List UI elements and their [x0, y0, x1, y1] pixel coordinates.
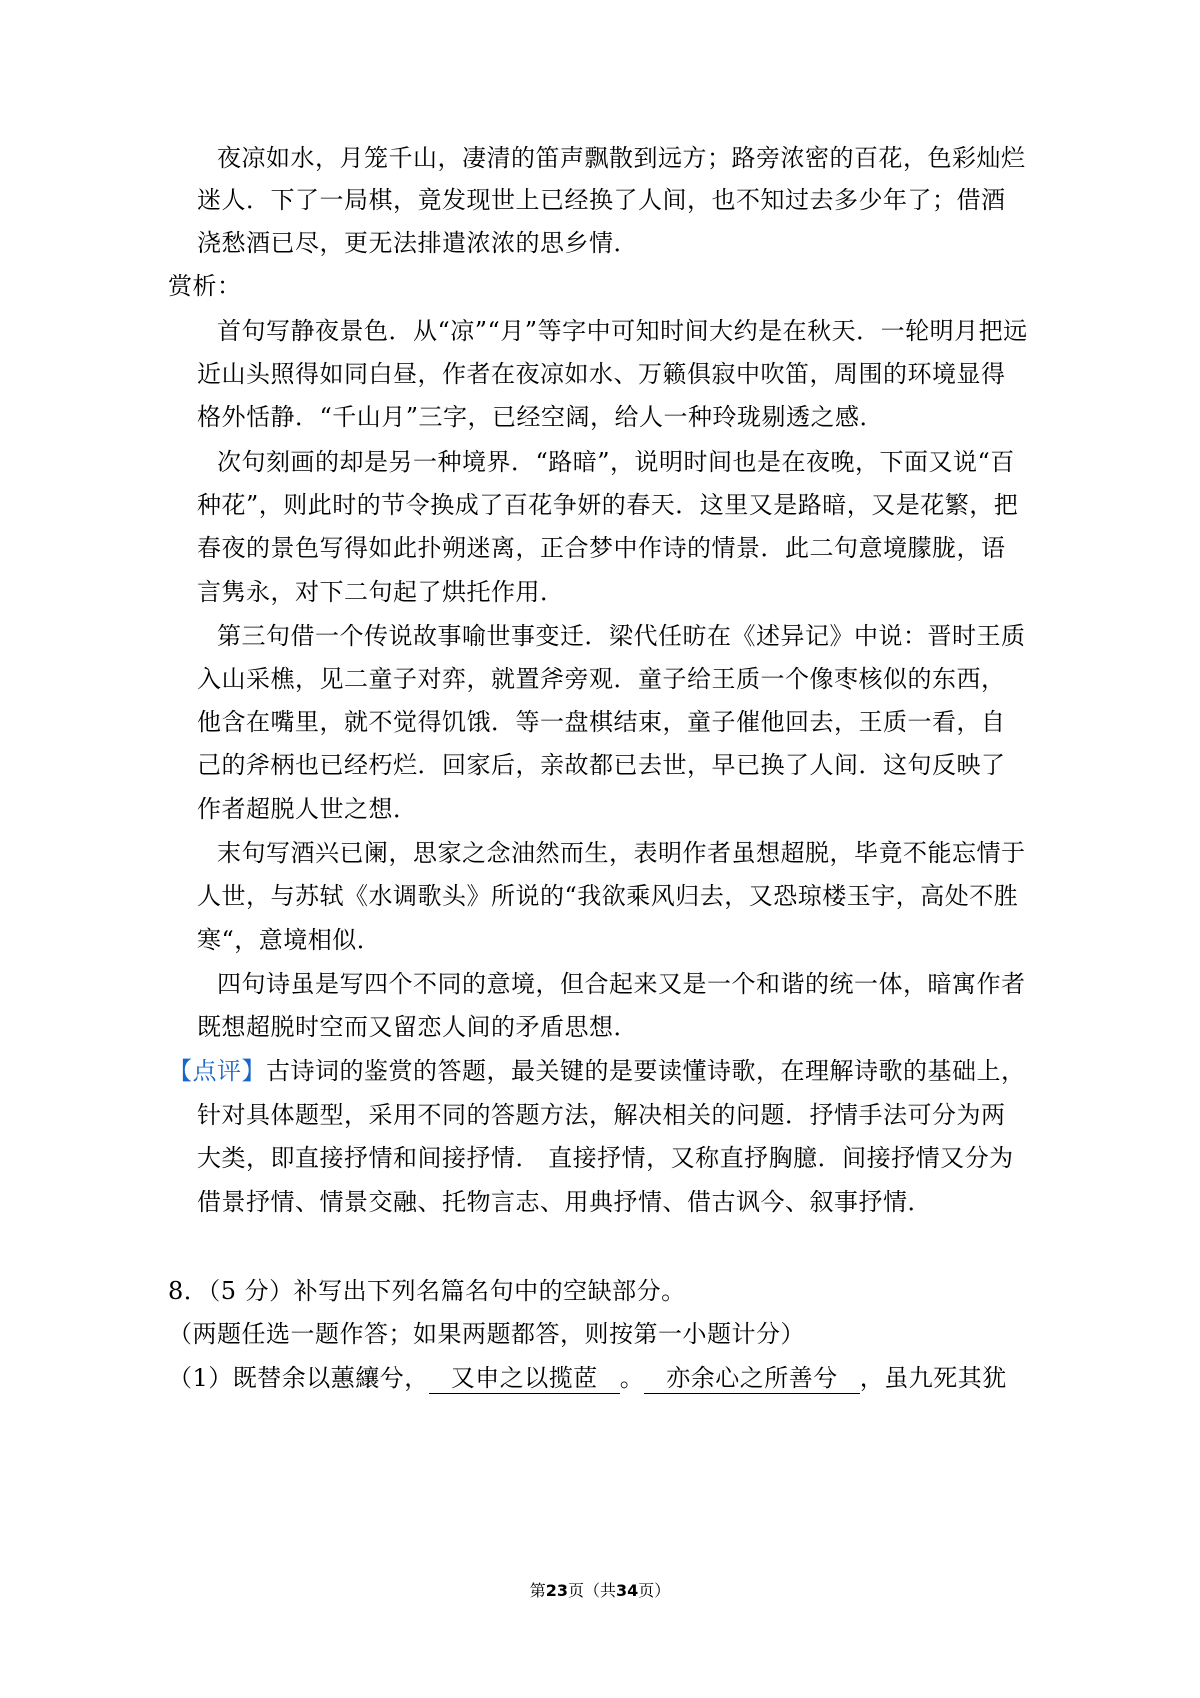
comment-text: 古诗词的鉴赏的答题，最关键的是要读懂诗歌，在理解诗歌的基础上，: [266, 1057, 1026, 1085]
footer-pre: 第: [529, 1581, 546, 1600]
item-prefix: （1）既替余以蕙纕兮，: [168, 1364, 429, 1392]
appreciation-line: 近山头照得如同白昼，作者在夜凉如水、万籁俱寂中吹笛，周围的环境显得: [197, 360, 1006, 388]
appreciation-line: 他含在嘴里，就不觉得饥饿．等一盘棋结束，童子催他回去，王质一看，自: [197, 708, 1006, 736]
question-item-1: [168, 1362, 1007, 1394]
appreciation-line: 次句刻画的却是另一种境界．“路暗”，说明时间也是在夜晚，下面又说“百: [217, 448, 1015, 476]
item-suffix: ，虽九死其犹: [859, 1364, 1007, 1392]
appreciation-label: 赏析：: [168, 272, 242, 300]
comment-line: 大类，即直接抒情和间接抒情． 直接抒情，又称直抒胸臆．间接抒情又分为: [197, 1144, 1014, 1172]
answer-blank-1: 又申之以揽茝: [429, 1363, 620, 1394]
appreciation-line: 首句写静夜景色．从“凉”“月”等字中可知时间大约是在秋天．一轮明月把远: [217, 317, 1028, 345]
comment-first-line: [168, 1055, 1026, 1087]
appreciation-line: 既想超脱时空而又留恋人间的矛盾思想．: [197, 1013, 638, 1041]
appreciation-line: 格外恬静．“千山月”三字，已经空阔，给人一种玲珑剔透之感．: [197, 403, 885, 431]
item-mid: 。: [619, 1364, 645, 1392]
footer-mid: 页（共: [567, 1581, 616, 1600]
comment-label: 【点评】: [168, 1057, 266, 1085]
translation-line: 夜凉如水，月笼千山，凄清的笛声飘散到远方；路旁浓密的百花，色彩灿烂: [217, 144, 1026, 172]
translation-line: 浇愁酒已尽，更无法排遣浓浓的思乡情．: [197, 229, 638, 257]
appreciation-line: 第三句借一个传说故事喻世事变迁．梁代任昉在《述异记》中说：晋时王质: [217, 622, 1026, 650]
translation-line: 迷人．下了一局棋，竟发现世上已经换了人间，也不知过去多少年了；借酒: [197, 186, 1006, 214]
appreciation-line: 寒“，意境相似．: [197, 926, 382, 954]
appreciation-line: 春夜的景色写得如此扑朔迷离，正合梦中作诗的情景．此二句意境朦胧，语: [197, 534, 1006, 562]
appreciation-line: 末句写酒兴已阑，思家之念油然而生，表明作者虽想超脱，毕竟不能忘情于: [217, 839, 1026, 867]
appreciation-line: 四句诗虽是写四个不同的意境，但合起来又是一个和谐的统一体，暗寓作者: [217, 970, 1026, 998]
comment-line: 针对具体题型，采用不同的答题方法，解决相关的问题．抒情手法可分为两: [197, 1101, 1006, 1129]
page-footer: [0, 1580, 1200, 1602]
answer-blank-2: 亦余心之所善兮: [644, 1363, 860, 1394]
question-instruction: （两题任选一题作答；如果两题都答，则按第一小题计分）: [168, 1320, 805, 1348]
appreciation-line: 入山采樵，见二童子对弈，就置斧旁观．童子给王质一个像枣核似的东西，: [197, 665, 1006, 693]
question-title: 8．（5 分）补写出下列名篇名句中的空缺部分。: [168, 1277, 686, 1305]
appreciation-line: 言隽永，对下二句起了烘托作用．: [197, 578, 565, 606]
page-number: 23: [545, 1581, 568, 1600]
total-pages: 34: [616, 1581, 639, 1600]
appreciation-line: 己的斧柄也已经朽烂．回家后，亲故都已去世，早已换了人间．这句反映了: [197, 751, 1006, 779]
appreciation-line: 作者超脱人世之想．: [197, 795, 418, 823]
appreciation-line: 种花”，则此时的节令换成了百花争妍的春天．这里又是路暗，又是花繁，把: [197, 491, 1019, 519]
comment-line: 借景抒情、情景交融、托物言志、用典抒情、借古讽今、叙事抒情．: [197, 1188, 932, 1216]
footer-post: 页）: [638, 1581, 671, 1600]
appreciation-line: 人世，与苏轼《水调歌头》所说的“我欲乘风归去，又恐琼楼玉宇，高处不胜: [197, 882, 1019, 910]
